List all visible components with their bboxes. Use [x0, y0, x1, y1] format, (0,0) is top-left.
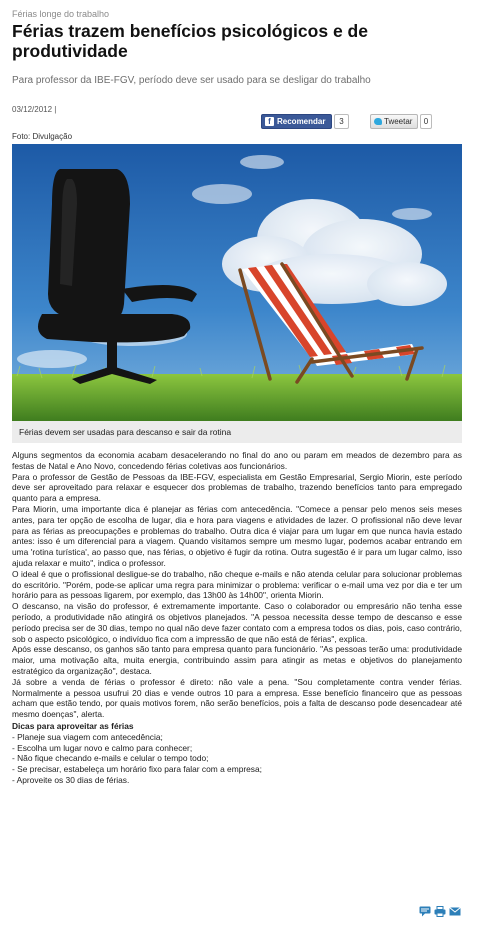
article-headline: Férias trazem benefícios psicológicos e de produtividade — [12, 21, 368, 61]
facebook-recommend-label: Recomendar — [277, 117, 326, 126]
facebook-icon: f — [265, 117, 274, 126]
tips-list-item: - Aproveite os 30 dias de férias. — [12, 774, 130, 785]
body-paragraph: O descanso, na visão do professor, é extremamente importante. Caso o colaborador ou empresário não tenha esse período, a produtividade não atingirá os objetivos planejados. "A pessoa necessita desse tempo de descanso e esse período precisa ser de 30 dias, tempo no qual não deve fazer contato com a empresa todos os dias, pois, caso contrário, sob o aspecto psicológico, o indivíduo fica com a impressão de que não está de férias", explica. — [12, 601, 462, 644]
tips-list-item: - Escolha um lugar novo e calmo para conhecer; — [12, 742, 193, 753]
article-subtitle: Para professor da IBE-FGV, período deve ser usado para se desligar do trabalho — [12, 75, 371, 86]
article-body — [12, 450, 462, 786]
envelope-icon[interactable] — [449, 906, 461, 917]
body-paragraph: Para o professor de Gestão de Pessoas da IBE-FGV, especialista em Gestão Empresarial, Sergio Miorin, este período deve ser aproveitado para relaxar e esquecer dos problemas de trabalho, trazendo benefícios tanto para empregado quanto para a empresa. — [12, 471, 462, 504]
body-paragraph: Para Miorin, uma importante dica é planejar as férias com antecedência. "Comece a pensar pelo menos seis meses antes, para ter opção de escolha de lugar, dia e hora para viagens e atividades de lazer. O profissional não deve levar para as férias as preocupações e problemas do trabalho. Outra dica é viajar para um lugar em que nunca havia estado antes: isso é um diferencial para a viagem. Quando visitamos sempre um mesmo lugar, podemos acabar entrando em uma 'rotina turística', ao passo que, nas férias, o objetivo é fugir da rotina. Outra sugestão é ir para um lugar calmo, isso ajuda relaxar e muito", indica o professor. — [12, 503, 462, 568]
body-paragraph: Alguns segmentos da economia acabam desacelerando no final do ano ou param em meados de dezembro para as festas de Natal e Ano Novo, concedendo férias coletivas aos funcionários. — [12, 450, 462, 471]
photo-caption: Férias devem ser usadas para descanso e sair da rotina — [12, 421, 462, 443]
tips-list-item: - Planeje sua viagem com antecedência; — [12, 731, 163, 742]
tips-list-item: - Se precisar, estabeleça um horário fixo para falar com a empresa; — [12, 764, 262, 775]
tips-heading: Dicas para aproveitar as férias — [12, 720, 134, 731]
article-date: 03/12/2012 | — [12, 105, 57, 114]
facebook-count: 3 — [334, 114, 349, 129]
body-paragraph: Após esse descanso, os ganhos são tanto para empresa quanto para funcionário. "As pessoas terão uma: produtividade maior, uma motivação alta, muita energia, contribuindo assim para atingir as metas e objetivos do planejamento estratégico da organização", destaca. — [12, 644, 462, 676]
tweet-button[interactable] — [370, 114, 418, 129]
article-tools — [419, 906, 463, 919]
comment-icon[interactable] — [419, 906, 431, 917]
facebook-recommend-button[interactable] — [261, 114, 332, 129]
tips-list-item: - Não fique checando e-mails e celular o tempo todo; — [12, 753, 209, 764]
photo-credit: Foto: Divulgação — [12, 132, 73, 141]
tweet-count: 0 — [420, 114, 432, 129]
article-kicker[interactable]: Férias longe do trabalho — [12, 9, 110, 19]
tweet-label: Tweetar — [384, 117, 413, 126]
print-icon[interactable] — [434, 906, 446, 917]
body-paragraph: Já sobre a venda de férias o professor é direto: não vale a pena. "Sou completamente contra vender férias. Normalmente a pessoa usufrui 20 dias e vende outros 10 para a empresa. Esse benefício financeiro que as pessoas acham que estão tendo, por quais motivos forem, não serão benefícios, pois a falta de descanso pode desencadear até mesmo doenças", alerta. — [12, 676, 462, 720]
tips-list — [12, 732, 462, 786]
body-paragraph: O ideal é que o profissional desligue-se do trabalho, não cheque e-mails e não atenda celular para solucionar problemas do escritório. "Porém, pode-se aplicar uma regra para minimizar o problema: verificar o e-mail uma vez por dia e ter um horário para as pessoas ligarem, por exemplo, das 13h00 às 14h00", orienta Miorin. — [12, 568, 462, 601]
office-chair-and-beach-chair-image — [12, 144, 462, 421]
twitter-bird-icon — [374, 118, 382, 125]
article-photo — [12, 144, 462, 421]
